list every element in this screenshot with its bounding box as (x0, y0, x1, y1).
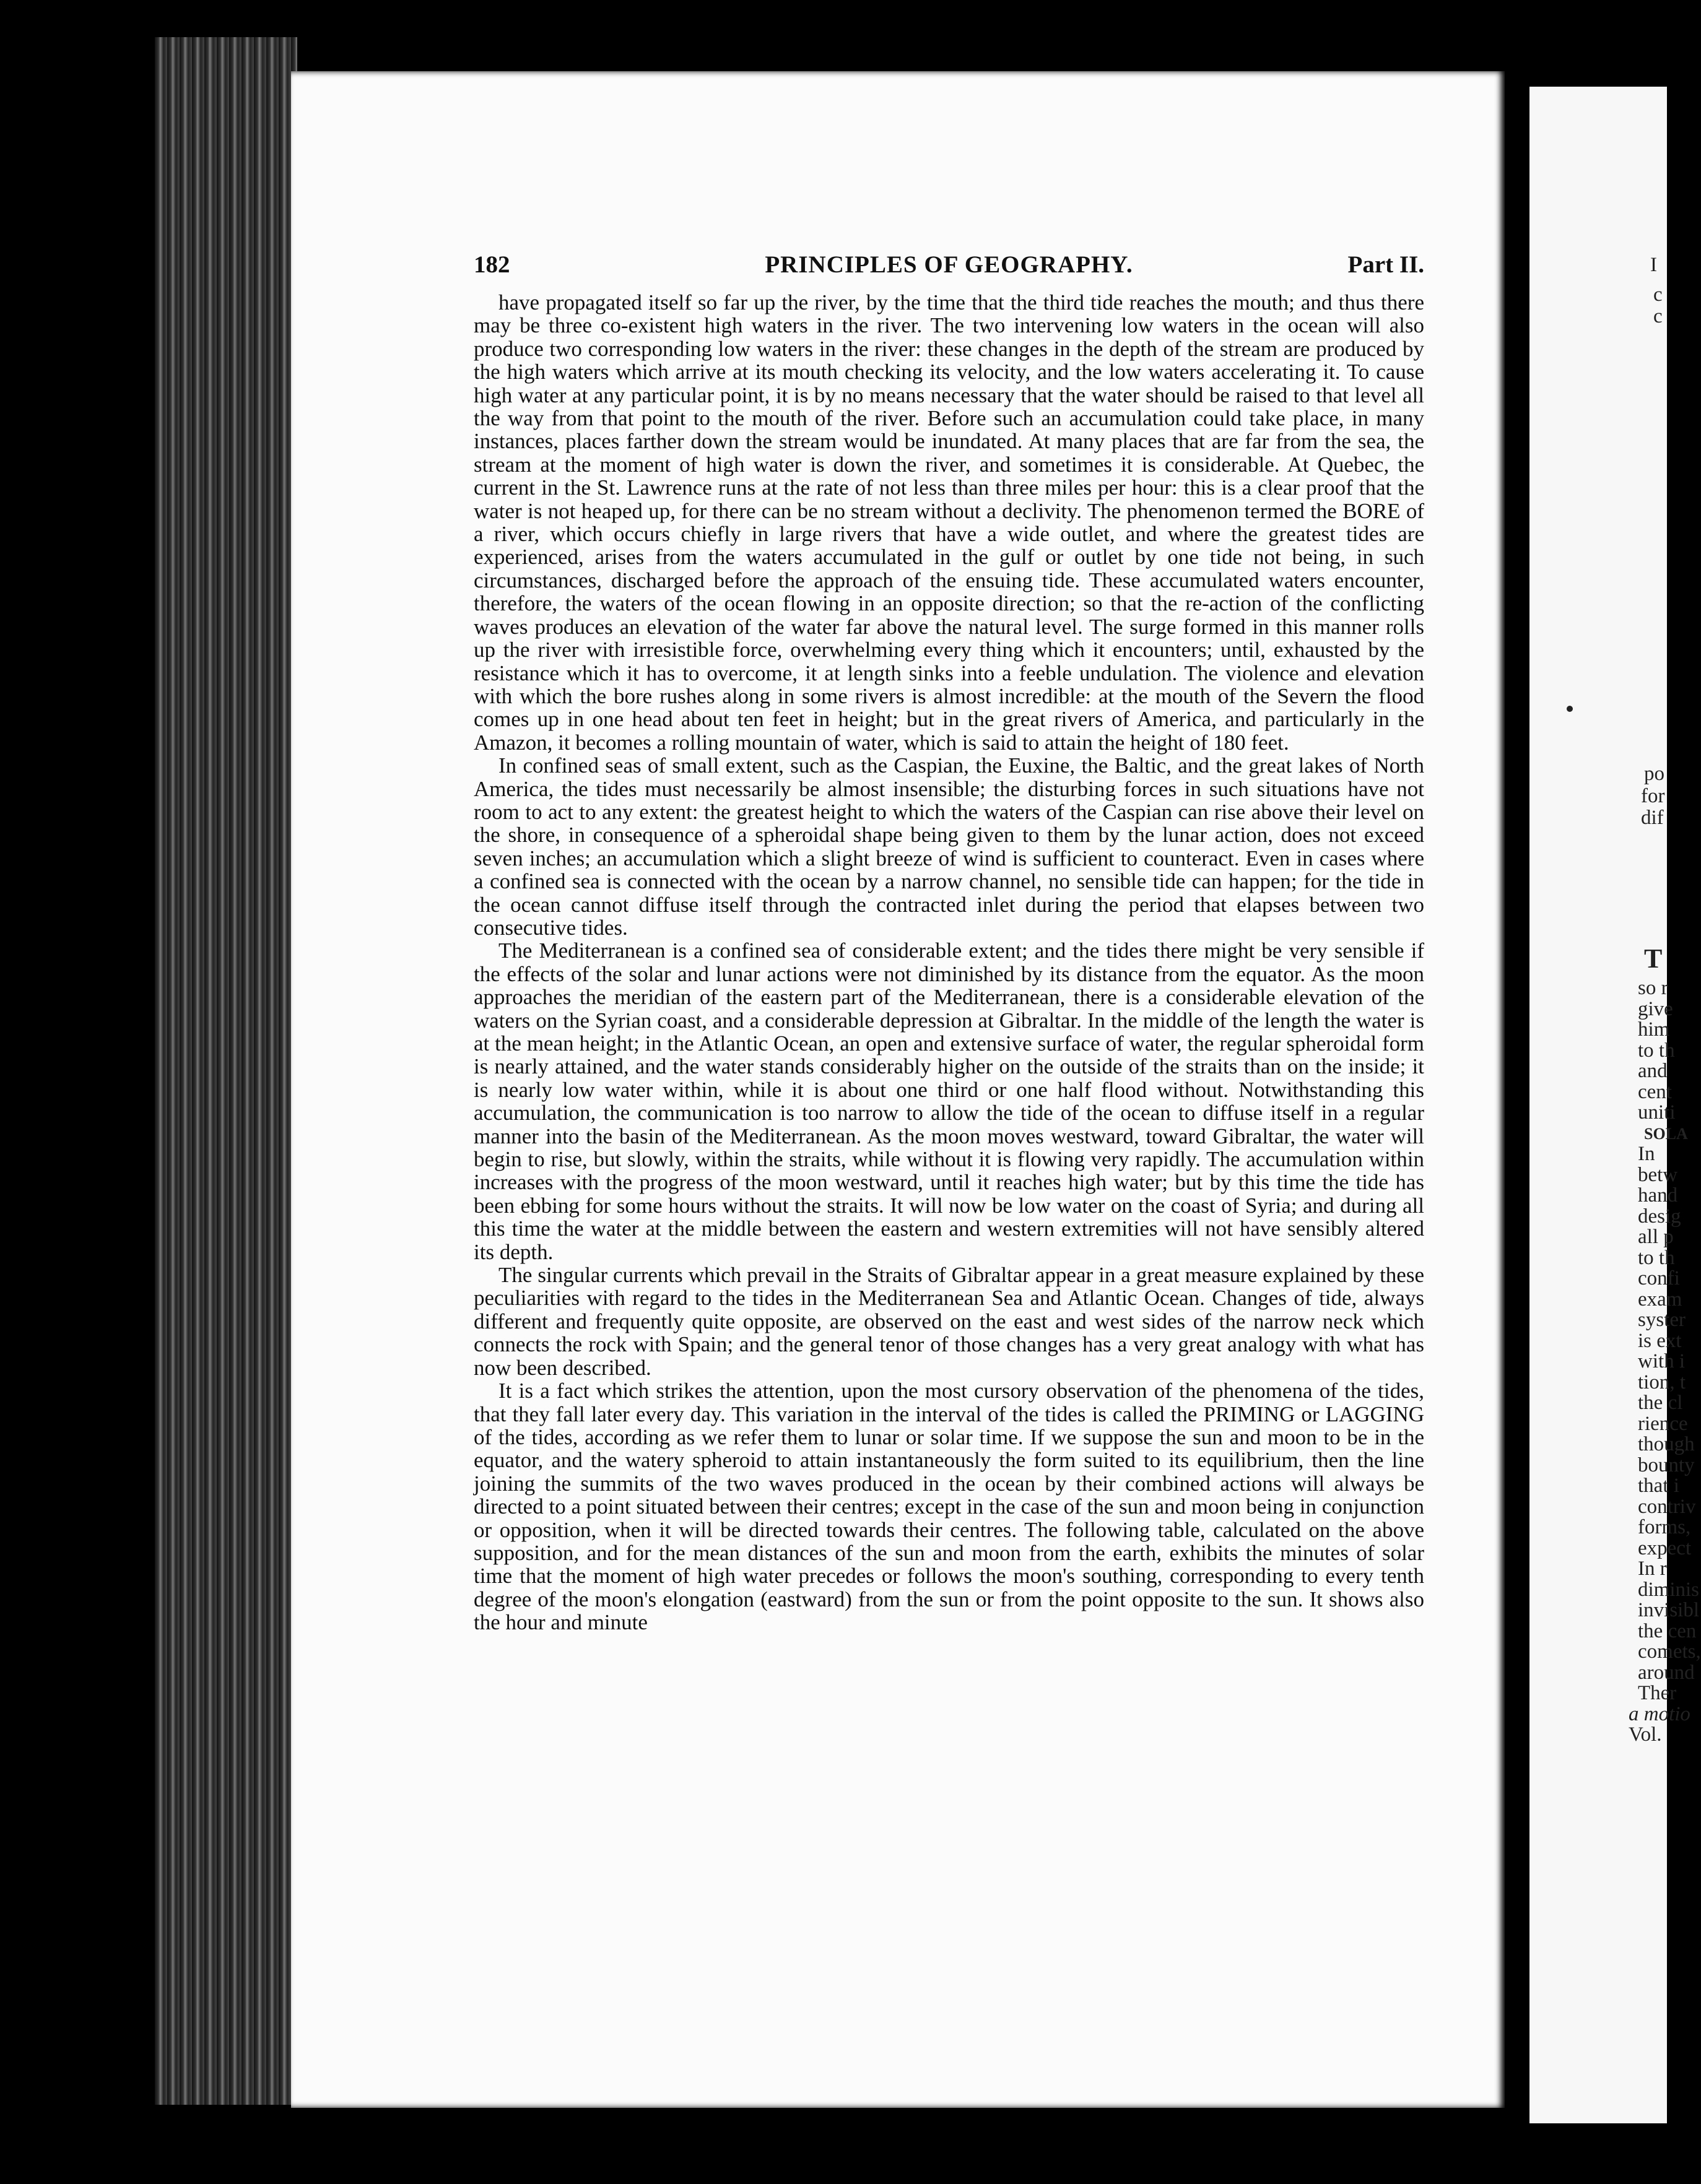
fragment-top: I (1650, 254, 1657, 276)
fragment-line: the cl (1638, 1392, 1683, 1414)
fragment-line: around (1638, 1661, 1695, 1684)
fragment-line: is ext (1638, 1329, 1682, 1352)
fragment-line: confi (1638, 1267, 1680, 1289)
fragment-heading: T (1644, 943, 1663, 974)
paragraph: In confined seas of small extent, such as the Caspian, the Euxine, the Baltic, and the great lakes of North America, the tides must necessarily be almost insensible; the disturbing forces in such situations have not room to act to any extent: the greatest height to which the waters of the Caspian can rise above their level on the shore, in consequence of a spheroidal shape being given to them by the lunar action, does not exceed seven inches; an accumulation which a slight breeze of wind is sufficient to counteract. Even in cases where a confined sea is connected with the ocean by a narrow channel, no sensible tide can happen; for the tide in the ocean cannot diffuse itself through the contracted inlet during the period that elapses between two consecutive tides. (474, 753, 1424, 940)
paragraph: It is a fact which strikes the attention, upon the most cursory observation of the phenomena of the tides, that they fall later every day. This variation in the interval of the tides is called the PRIMING or LAGGING of the tides, according as we refer them to lunar or solar time. If we suppose the sun and moon to be in the equator, and the watery spheroid to attain instantaneously the form suited to its equilibrium, then the line joining the summits of the two waves produced in the ocean by their combined actions will always be directed to a point situated between their centres; except in the case of the sun and moon being in conjunction or opposition, when it will be directed towards their centres. The following table, calculated on the above supposition, and for the mean distances of the sun and moon from the earth, exhibits the minutes of solar time that the moment of high water precedes or follows the moon's southing, corresponding to every tenth degree of the moon's elongation (eastward) from the sun or from the point opposite to the sun. It shows also the hour and minute (474, 1379, 1424, 1635)
left-page (291, 71, 1505, 2108)
right-page-fragments (1529, 87, 1701, 2123)
fragment-line: rience (1638, 1412, 1688, 1435)
fragment-line: the cen (1638, 1619, 1697, 1642)
fragment-line: tion, t (1638, 1371, 1686, 1393)
fragment-line: exam (1638, 1288, 1682, 1311)
fragment-line: bounty (1638, 1454, 1695, 1476)
fragment-line: Ther (1638, 1682, 1677, 1704)
fragment-line: all p (1638, 1226, 1674, 1248)
fragment-line: cent (1638, 1080, 1672, 1103)
fragment-top: c (1653, 305, 1663, 327)
fragment-line: comets, (1638, 1640, 1701, 1663)
fragment-line: him (1638, 1018, 1670, 1041)
fragment-line: to th (1638, 1039, 1675, 1062)
fragment-line: expect (1638, 1536, 1692, 1559)
book-page-edges (155, 37, 297, 2105)
fragment-middle: for (1641, 785, 1665, 807)
fragment-line: hand (1638, 1184, 1678, 1207)
fragment-line: with i (1638, 1350, 1686, 1372)
fragment-middle: dif (1641, 807, 1664, 829)
paragraph: have propagated itself so far up the river, by the time that the third tide reaches the mouth; and thus there may be three co-existent high waters in the river. The two intervening low waters in the ocean will also produce two corresponding low waters in the river: these changes in the depth of the stream are produced by the high waters which arrive at its mouth checking its velocity, and the low waters accelerating it. To cause high water at any particular point, it is by no means necessary that the water should be raised to that level all the way from that point to the mouth of the river. Before such an accumulation could take place, in many instances, places farther down the stream would be inundated. At many places that are far from the sea, the stream at the moment of high water is down the river, and sometimes it is considerable. At Quebec, the current in the St. Lawrence runs at the rate of not less than three miles per hour: this is a clear proof that the water is not heaped up, for there can be no stream without a declivity. The phenomenon termed the BORE of a river, which occurs chiefly in large rivers that have a wide outlet, and where the greatest tides are experienced, arises from the waters accumulated in the gulf or outlet by one tide not being, in such circumstances, discharged before the approach of the ensuing tide. These accumulated waters encounter, therefore, the waters of the ocean flowing in an opposite direction; so that the re-action of the conflicting waves produces an elevation of the water far above the natural level. The surge formed in this manner rolls up the river with irresistible force, overwhelming every thing which it encounters; until, exhausted by the resistance which it has to overcome, it at length sinks into a feeble undulation. The violence and elevation with which the bore rushes along in some rivers is almost incredible: at the mouth of the Severn the flood comes up in one head about ten feet in height; but in the great rivers of America, and particularly in the Amazon, it becomes a rolling mountain of water, which is said to attain the height of 180 feet. (474, 290, 1424, 755)
fragment-line: desig (1638, 1205, 1681, 1228)
fragment-line: invisibl (1638, 1599, 1700, 1621)
right-page-edge (1529, 87, 1701, 2123)
paragraph: The singular currents which prevail in the Straits of Gibraltar appear in a great measure explained by these peculiarities with regard to the tides in the Mediterranean Sea and Atlantic Ocean. Changes of tide, always different and frequently quite opposite, are observed on the east and west sides of the narrow neck which connects the rock with Spain; and the general tenor of those changes has a very great analogy with what has now been described. (474, 1263, 1424, 1380)
fragment-middle: po (1644, 763, 1664, 785)
part-label: Part II. (1347, 251, 1424, 278)
fragment-line: give (1638, 997, 1673, 1020)
fragment-top: c (1653, 284, 1663, 306)
fragment-line: so r (1638, 977, 1668, 999)
fragment-line: In r (1638, 1558, 1667, 1580)
running-head (474, 251, 1424, 288)
fragment-line: uniti (1638, 1101, 1676, 1124)
fragment-line: that i (1638, 1475, 1679, 1497)
fragment-line: though (1638, 1433, 1695, 1455)
running-title: PRINCIPLES OF GEOGRAPHY. (765, 251, 1133, 278)
body-text (474, 291, 1424, 1634)
paragraph: The Mediterranean is a confined sea of considerable extent; and the tides there might be very sensible if the effects of the solar and lunar actions were not diminished by its distance from the equator. As the moon approaches the meridian of the eastern part of the Mediterranean, there is a considerable elevation of the waters on the Syrian coast, and a considerable depression at Gibraltar. In the middle of the length the water is at the mean height; in the Atlantic Ocean, an open and extensive surface of water, the regular spheroidal form is nearly attained, and the water stands considerably higher on the outside of the straits than on the inside; it is nearly low water within, while it is about one third or one half flood without. Notwithstanding this accumulation, the communication is too narrow to allow the tide of the ocean to diffuse itself in a regular manner into the basin of the Mediterranean. As the moon moves westward, toward Gibraltar, the water will begin to rise, but slowly, within the straits, while without it is flowing very rapidly. The accumulation within increases with the progress of the moon westward, until it reaches high water; but by this time the tide has been ebbing for some hours without the straits. It will now be low water on the coast of Syria; and during all this time the water at the middle between the eastern and western extremities will not have sensibly altered its depth. (474, 938, 1424, 1264)
fragment-line: Vol. (1629, 1723, 1662, 1746)
fragment-line: diminis (1638, 1578, 1700, 1601)
fragment-line: SOLA (1644, 1124, 1688, 1143)
fragment-line: In (1638, 1143, 1655, 1165)
fragment-line: betw (1638, 1163, 1678, 1186)
fragment-line: contriv (1638, 1495, 1696, 1518)
fragment-line: forms, (1638, 1516, 1691, 1538)
page-number: 182 (474, 251, 510, 278)
print-mark (1567, 706, 1573, 712)
fragment-line: a motio (1629, 1702, 1690, 1725)
fragment-line: syster (1638, 1309, 1686, 1331)
fragment-line: to th (1638, 1246, 1675, 1269)
fragment-line: and (1638, 1060, 1668, 1082)
